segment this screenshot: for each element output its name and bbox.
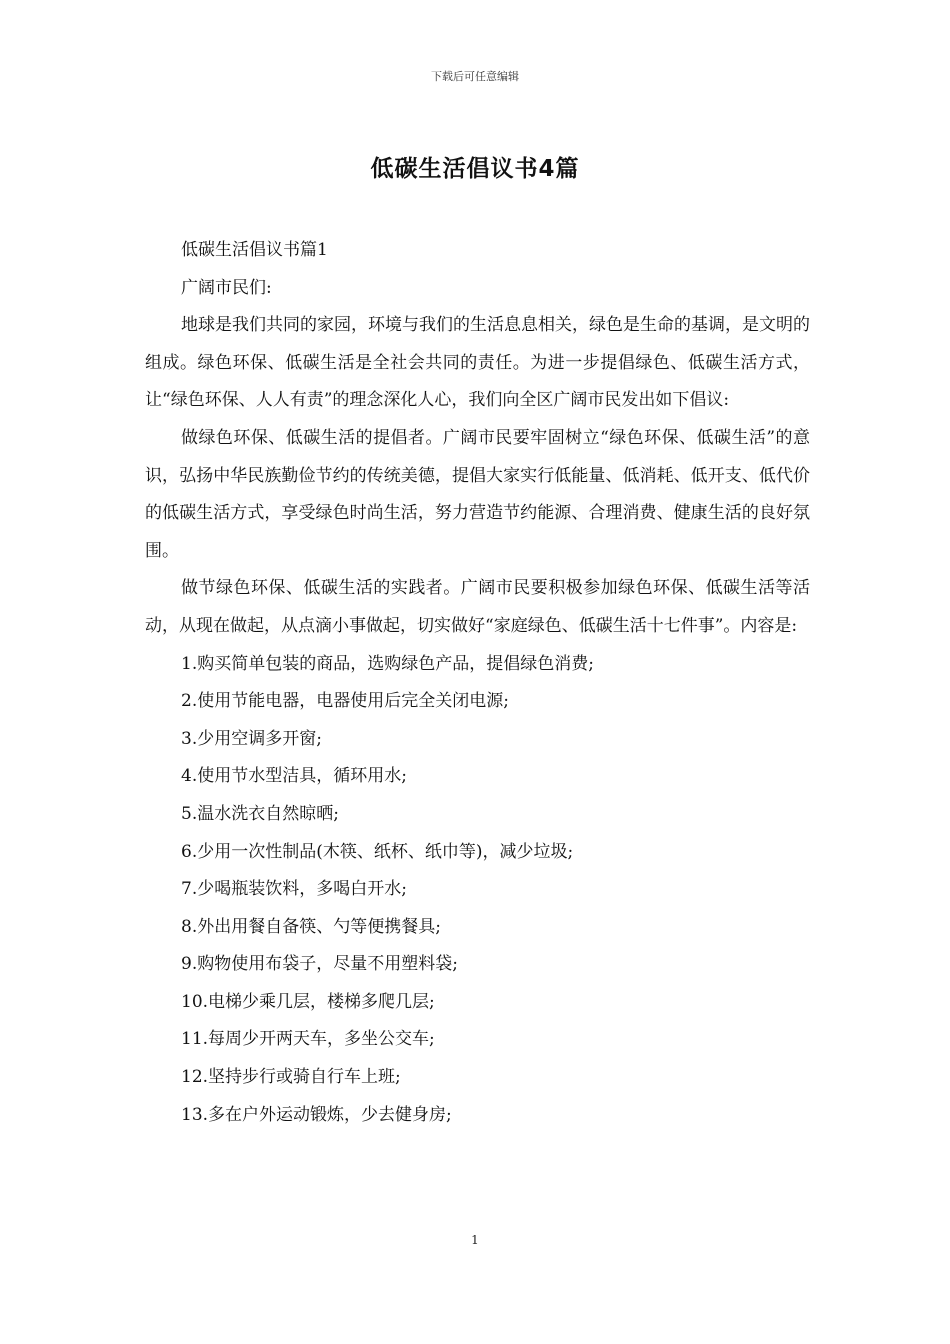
list-item: 1.购买简单包装的商品，选购绿色产品，提倡绿色消费;	[181, 653, 594, 674]
paragraph: 做节绿色环保、低碳生活的实践者。广阔市民要积极参加绿色环保、低碳生活等活动，从现在做起，从点滴小事做起，切实做好“家庭绿色、低碳生活十七件事”。内容是:	[145, 578, 810, 636]
list-item: 2.使用节能电器，电器使用后完全关闭电源;	[181, 691, 509, 712]
section-heading: 低碳生活倡议书篇1	[181, 240, 328, 260]
list-item: 3.少用空调多开窗;	[181, 728, 322, 749]
list-item: 9.购物使用布袋子，尽量不用塑料袋;	[181, 954, 458, 975]
list-item: 11.每周少开两天车，多坐公交车;	[181, 1029, 435, 1050]
list-item: 5.温水洗衣自然晾晒;	[181, 803, 339, 824]
header-note: 下载后可任意编辑	[431, 70, 519, 83]
document-body	[145, 232, 810, 1134]
list-item: 8.外出用餐自备筷、勺等便携餐具;	[181, 916, 441, 937]
paragraph: 做绿色环保、低碳生活的提倡者。广阔市民要牢固树立“绿色环保、低碳生活”的意识，弘扬中华民族勤俭节约的传统美德，提倡大家实行低能量、低消耗、低开支、低代价的低碳生活方式，享受绿色时尚生活，努力营造节约能源、合理消费、健康生活的良好氛围。	[145, 427, 810, 561]
list-item: 12.坚持步行或骑自行车上班;	[181, 1067, 401, 1088]
list-item: 13.多在户外运动锻炼，少去健身房;	[181, 1104, 452, 1125]
salutation: 广阔市民们:	[181, 277, 272, 298]
paragraph: 地球是我们共同的家园，环境与我们的生活息息相关，绿色是生命的基调，是文明的组成。绿色环保、低碳生活是全社会共同的责任。为进一步提倡绿色、低碳生活方式，让“绿色环保、人人有责”的理念深化人心，我们向全区广阔市民发出如下倡议:	[145, 315, 810, 411]
document-title: 低碳生活倡议书4篇	[370, 156, 580, 182]
list-item: 10.电梯少乘几层，楼梯多爬几层;	[181, 991, 435, 1012]
list-item: 7.少喝瓶装饮料，多喝白开水;	[181, 879, 407, 900]
list-item: 6.少用一次性制品(木筷、纸杯、纸巾等)，减少垃圾;	[181, 841, 574, 862]
page-number: 1	[471, 1233, 479, 1247]
list-item: 4.使用节水型洁具，循环用水;	[181, 766, 407, 787]
